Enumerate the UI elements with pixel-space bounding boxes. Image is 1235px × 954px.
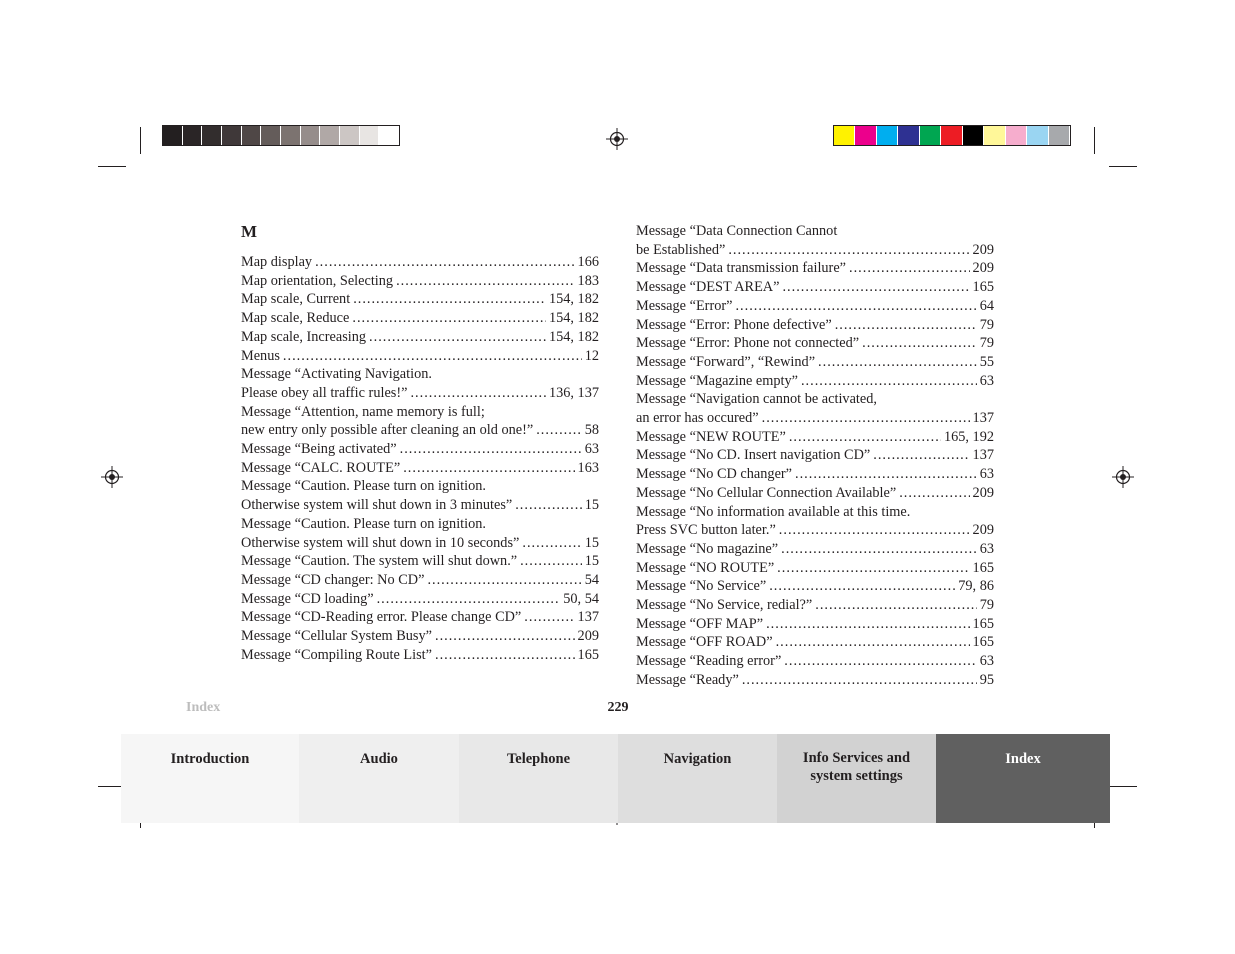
- registration-mark-top-icon: [606, 128, 628, 150]
- index-entry-text: Message “Navigation cannot be activated,: [636, 391, 877, 408]
- index-entry-page[interactable]: 209: [972, 484, 994, 501]
- index-entry: [241, 440, 599, 459]
- index-entry-leader: [784, 652, 976, 671]
- index-entry-text: Message “DEST AREA”: [636, 279, 780, 296]
- gray-swatch: [379, 126, 398, 145]
- index-entry-page[interactable]: 63: [584, 441, 599, 457]
- index-entry: [241, 477, 599, 496]
- gray-swatch: [360, 126, 379, 145]
- index-entry-text: Message “Being activated”: [241, 441, 397, 457]
- index-entry-page[interactable]: 209: [577, 628, 599, 644]
- index-entry: [636, 446, 994, 465]
- color-swatch: [984, 126, 1004, 145]
- index-entry-text: Message “CD loading”: [241, 590, 374, 607]
- index-entry-text: Message “Forward”, “Rewind”: [636, 353, 816, 370]
- index-entry-leader: [815, 596, 976, 615]
- index-entry-text: Map scale, Reduce: [241, 310, 350, 327]
- index-entry-text: Message “No Service, redial?”: [636, 597, 813, 613]
- index-entry: [636, 259, 994, 278]
- index-entry-leader: [369, 328, 546, 347]
- color-swatch: [877, 126, 897, 145]
- index-entry-leader: [801, 372, 977, 391]
- index-entry-leader: [353, 290, 546, 309]
- index-entry-text: an error has occured”: [636, 410, 759, 426]
- color-swatch: [1027, 126, 1047, 145]
- index-entry-leader: [782, 278, 969, 297]
- index-entry-page[interactable]: 95: [979, 671, 994, 688]
- index-entry-leader: [766, 615, 969, 634]
- index-entry-page[interactable]: 137: [972, 447, 994, 464]
- color-swatch: [834, 126, 854, 145]
- index-entry: [241, 421, 599, 440]
- index-entry-leader: [776, 633, 970, 652]
- index-entry-text: Message “Caution. Please turn on ignition.: [241, 478, 486, 495]
- footer-section-label: Index: [186, 700, 221, 715]
- index-entry-page[interactable]: 63: [979, 540, 994, 557]
- index-entry-leader: [427, 571, 581, 590]
- tab-label: Audio: [360, 751, 398, 767]
- crop-mark-top-left-horizontal: [98, 166, 126, 167]
- index-entry: [636, 596, 994, 615]
- index-entry: [636, 465, 994, 484]
- index-entry-text: Message “Error: Phone not connected”: [636, 335, 860, 352]
- index-entry: [636, 241, 994, 260]
- index-entry-leader: [520, 552, 582, 571]
- tab-label: Index: [1005, 751, 1041, 767]
- registration-mark-left-icon: [101, 466, 123, 488]
- index-entry-text: Please obey all traffic rules!”: [241, 384, 408, 401]
- index-entry: [241, 496, 599, 515]
- index-entry-leader: [849, 259, 970, 278]
- index-entry-page[interactable]: 63: [979, 653, 994, 670]
- index-entry-text: Message “Reading error”: [636, 653, 782, 670]
- index-entry-text: Map orientation, Selecting: [241, 272, 394, 289]
- index-entry-page[interactable]: 165: [577, 646, 599, 663]
- tab-label-line2: system settings: [810, 768, 903, 784]
- index-entry-leader: [403, 459, 574, 478]
- index-entry-text: Press SVC button later.”: [636, 522, 776, 539]
- index-entry: [636, 559, 994, 578]
- index-entry-text: Message “Compiling Route List”: [241, 646, 432, 663]
- index-entry-leader: [835, 316, 977, 335]
- index-entry-text: Message “No information available at this time.: [636, 503, 911, 520]
- index-entry-leader: [410, 384, 545, 403]
- index-entry: [636, 484, 994, 503]
- gray-swatch: [281, 126, 300, 145]
- index-entry-text: Message “NO ROUTE”: [636, 559, 775, 576]
- index-entry-page[interactable]: 50, 54: [563, 590, 599, 607]
- index-entry-text: Message “Error: Phone defective”: [636, 316, 832, 333]
- index-entry-page[interactable]: 137: [972, 410, 994, 426]
- gray-swatch: [261, 126, 280, 145]
- index-entry-text: Message “Caution. Please turn on ignition.: [241, 515, 486, 532]
- index-entry-leader: [435, 627, 575, 646]
- index-entry-leader: [762, 409, 970, 428]
- index-entry: [636, 671, 994, 690]
- page-number: 229: [607, 700, 629, 715]
- index-entry-page[interactable]: 15: [584, 497, 599, 514]
- tab-navigation[interactable]: [618, 734, 777, 823]
- index-entry-page[interactable]: 165: [972, 615, 994, 632]
- index-entry-text: Message “Ready”: [636, 671, 739, 688]
- tab-audio[interactable]: [299, 734, 459, 823]
- gray-swatch: [202, 126, 221, 145]
- gray-swatch: [222, 126, 241, 145]
- index-entry-page[interactable]: 79, 86: [958, 578, 994, 595]
- index-entry-page[interactable]: 137: [577, 609, 599, 626]
- index-entry-page[interactable]: 154, 182: [548, 310, 599, 327]
- index-entry-leader: [769, 577, 955, 596]
- tab-label: Navigation: [663, 751, 732, 767]
- index-entry: [636, 334, 994, 353]
- index-entry-text: Message “CALC. ROUTE”: [241, 459, 401, 476]
- index-entry-leader: [862, 334, 977, 353]
- color-calibration-bar: [833, 125, 1071, 146]
- crop-mark-bottom-right-horizontal: [1109, 786, 1137, 787]
- index-entry-leader: [283, 347, 582, 366]
- index-entry-page[interactable]: 166: [577, 254, 599, 270]
- index-entry-leader: [400, 440, 582, 459]
- index-entry: [241, 571, 599, 590]
- index-entry-page[interactable]: 64: [979, 297, 994, 314]
- index-entry-leader: [315, 253, 574, 272]
- color-swatch: [855, 126, 875, 145]
- registration-mark-right-icon: [1112, 466, 1134, 488]
- index-entry-leader: [524, 608, 574, 627]
- gray-swatch: [320, 126, 339, 145]
- index-entry: [636, 428, 994, 447]
- index-entry: [241, 328, 599, 347]
- index-entry: [241, 347, 599, 366]
- index-entry: [636, 503, 994, 522]
- index-entry: [636, 577, 994, 596]
- index-entry-leader: [777, 559, 969, 578]
- index-entry-text: Map scale, Increasing: [241, 328, 367, 345]
- tab-index[interactable]: [936, 734, 1110, 823]
- index-entry: [241, 290, 599, 309]
- index-entry-text: Message “Attention, name memory is full;: [241, 403, 485, 420]
- color-swatch: [898, 126, 918, 145]
- index-entry: [241, 309, 599, 328]
- index-entry-text: Message “No magazine”: [636, 540, 779, 557]
- index-entry: [241, 534, 599, 553]
- crop-mark-top-right-horizontal: [1109, 166, 1137, 167]
- index-entry: [241, 272, 599, 291]
- color-swatch: [963, 126, 983, 145]
- gray-swatch: [163, 126, 182, 145]
- index-entry: [636, 633, 994, 652]
- color-swatch: [920, 126, 940, 145]
- index-entry: [636, 390, 994, 409]
- index-entry-text: Message “No Cellular Connection Available”: [636, 484, 897, 501]
- index-entry-text: Message “NEW ROUTE”: [636, 428, 786, 445]
- index-entry-leader: [742, 671, 977, 690]
- index-entry-text: be Established”: [636, 241, 726, 258]
- tab-introduction[interactable]: [121, 734, 299, 823]
- index-entry-page[interactable]: 15: [584, 553, 599, 570]
- index-entry-text: Map display: [241, 254, 313, 270]
- index-entry-text: Message “Data Connection Cannot: [636, 223, 838, 239]
- index-entry-text: Message “CD changer: No CD”: [241, 571, 425, 588]
- index-entry-page[interactable]: 165: [972, 279, 994, 296]
- index-entry: [241, 384, 599, 403]
- index-entry: [241, 365, 599, 384]
- index-entry-text: Message “No CD. Insert navigation CD”: [636, 447, 871, 464]
- index-entry: [241, 608, 599, 627]
- index-entry-page[interactable]: 154, 182: [548, 328, 599, 345]
- index-entry-leader: [779, 521, 970, 540]
- index-entry: [636, 540, 994, 559]
- index-entry-page[interactable]: 165: [972, 634, 994, 651]
- index-entry-page[interactable]: 12: [584, 347, 599, 364]
- index-entry-page[interactable]: 183: [577, 272, 599, 289]
- index-entry-text: Message “Cellular System Busy”: [241, 628, 432, 644]
- crop-mark-top-left-vertical: [140, 127, 141, 154]
- index-entry-leader: [795, 465, 977, 484]
- index-entry: [241, 590, 599, 609]
- tab-label: Telephone: [506, 751, 571, 767]
- index-entry-leader: [515, 496, 581, 515]
- index-entry-page[interactable]: 63: [979, 372, 994, 389]
- index-entry-leader: [435, 646, 575, 665]
- index-entry-page[interactable]: 79: [979, 335, 994, 352]
- index-entry-text: Message “Activating Navigation.: [241, 366, 432, 383]
- index-entry-page[interactable]: 54: [584, 571, 599, 588]
- index-entry-page[interactable]: 58: [584, 422, 599, 439]
- color-swatch: [1049, 126, 1069, 145]
- index-entry: [636, 353, 994, 372]
- index-entry: [241, 459, 599, 478]
- index-entry-page[interactable]: 209: [972, 522, 994, 539]
- index-entry: [241, 253, 599, 272]
- index-entry-leader: [899, 484, 969, 503]
- tab-label: Info Services and: [802, 750, 911, 766]
- index-entry-text: Message “No Service”: [636, 578, 767, 595]
- index-entry-page[interactable]: 165, 192: [943, 428, 994, 445]
- index-entry: [636, 652, 994, 671]
- index-entry-text: Otherwise system will shut down in 10 seconds”: [241, 534, 520, 551]
- index-entry: [636, 222, 994, 241]
- index-entry-text: Menus: [241, 347, 280, 364]
- index-entry-page[interactable]: 163: [577, 459, 599, 476]
- index-entry-leader: [735, 297, 976, 316]
- index-entry-page[interactable]: 55: [979, 353, 994, 370]
- index-entry-leader: [536, 421, 582, 440]
- index-entry-page[interactable]: 209: [972, 260, 994, 277]
- index-entry-page[interactable]: 15: [584, 534, 599, 551]
- index-entry-leader: [873, 446, 969, 465]
- index-entry: [241, 552, 599, 571]
- grayscale-calibration-bar: [162, 125, 400, 146]
- index-entry-text: Message “Data transmission failure”: [636, 260, 847, 277]
- index-entry: [636, 521, 994, 540]
- tab-telephone[interactable]: [459, 734, 618, 823]
- index-entry-page[interactable]: 209: [972, 241, 994, 258]
- index-entry-leader: [377, 590, 561, 609]
- index-entry-text: Map scale, Current: [241, 291, 351, 308]
- index-entry-text: new entry only possible after cleaning an old one!”: [241, 422, 534, 439]
- index-entry-leader: [781, 540, 977, 559]
- index-entry: [636, 615, 994, 634]
- index-entry: [636, 316, 994, 335]
- tab-info[interactable]: [777, 734, 936, 823]
- index-entry: [636, 278, 994, 297]
- index-entry: [241, 403, 599, 422]
- index-entry-text: Message “Magazine empty”: [636, 372, 798, 389]
- index-entry-page[interactable]: 63: [979, 466, 994, 483]
- color-swatch: [1006, 126, 1026, 145]
- index-entry-text: Message “CD-Reading error. Please change CD”: [241, 609, 522, 626]
- index-entry: [241, 627, 599, 646]
- index-entry-text: Otherwise system will shut down in 3 minutes”: [241, 497, 513, 514]
- crop-mark-top-right-vertical: [1094, 127, 1095, 154]
- gray-swatch: [301, 126, 320, 145]
- index-entry-page[interactable]: 79: [979, 316, 994, 333]
- index-entry-page[interactable]: 136, 137: [548, 384, 599, 401]
- index-entry: [241, 646, 599, 665]
- index-entry-leader: [522, 534, 581, 553]
- index-entry: [636, 372, 994, 391]
- index-entry: [241, 515, 599, 534]
- index-entry: [636, 409, 994, 428]
- index-entry-text: Message “Error”: [636, 297, 733, 314]
- gray-swatch: [242, 126, 261, 145]
- tab-label: Introduction: [170, 751, 250, 767]
- index-entry-leader: [396, 272, 574, 291]
- gray-swatch: [183, 126, 202, 145]
- index-entry-page[interactable]: 79: [979, 597, 994, 613]
- index-entry-leader: [818, 353, 977, 372]
- index-entry-page[interactable]: 154, 182: [548, 291, 599, 308]
- index-entry-text: Message “OFF MAP”: [636, 615, 764, 632]
- index-entry: [636, 297, 994, 316]
- index-entry-page[interactable]: 165: [972, 559, 994, 576]
- index-entry-text: Message “OFF ROAD”: [636, 634, 773, 651]
- index-entry-leader: [789, 428, 941, 447]
- index-section-letter: M: [241, 222, 258, 241]
- index-entry-leader: [352, 309, 546, 328]
- color-swatch: [941, 126, 961, 145]
- index-entry-leader: [728, 241, 969, 260]
- gray-swatch: [340, 126, 359, 145]
- index-entry-text: Message “Caution. The system will shut down.”: [241, 553, 518, 570]
- index-entry-text: Message “No CD changer”: [636, 466, 793, 483]
